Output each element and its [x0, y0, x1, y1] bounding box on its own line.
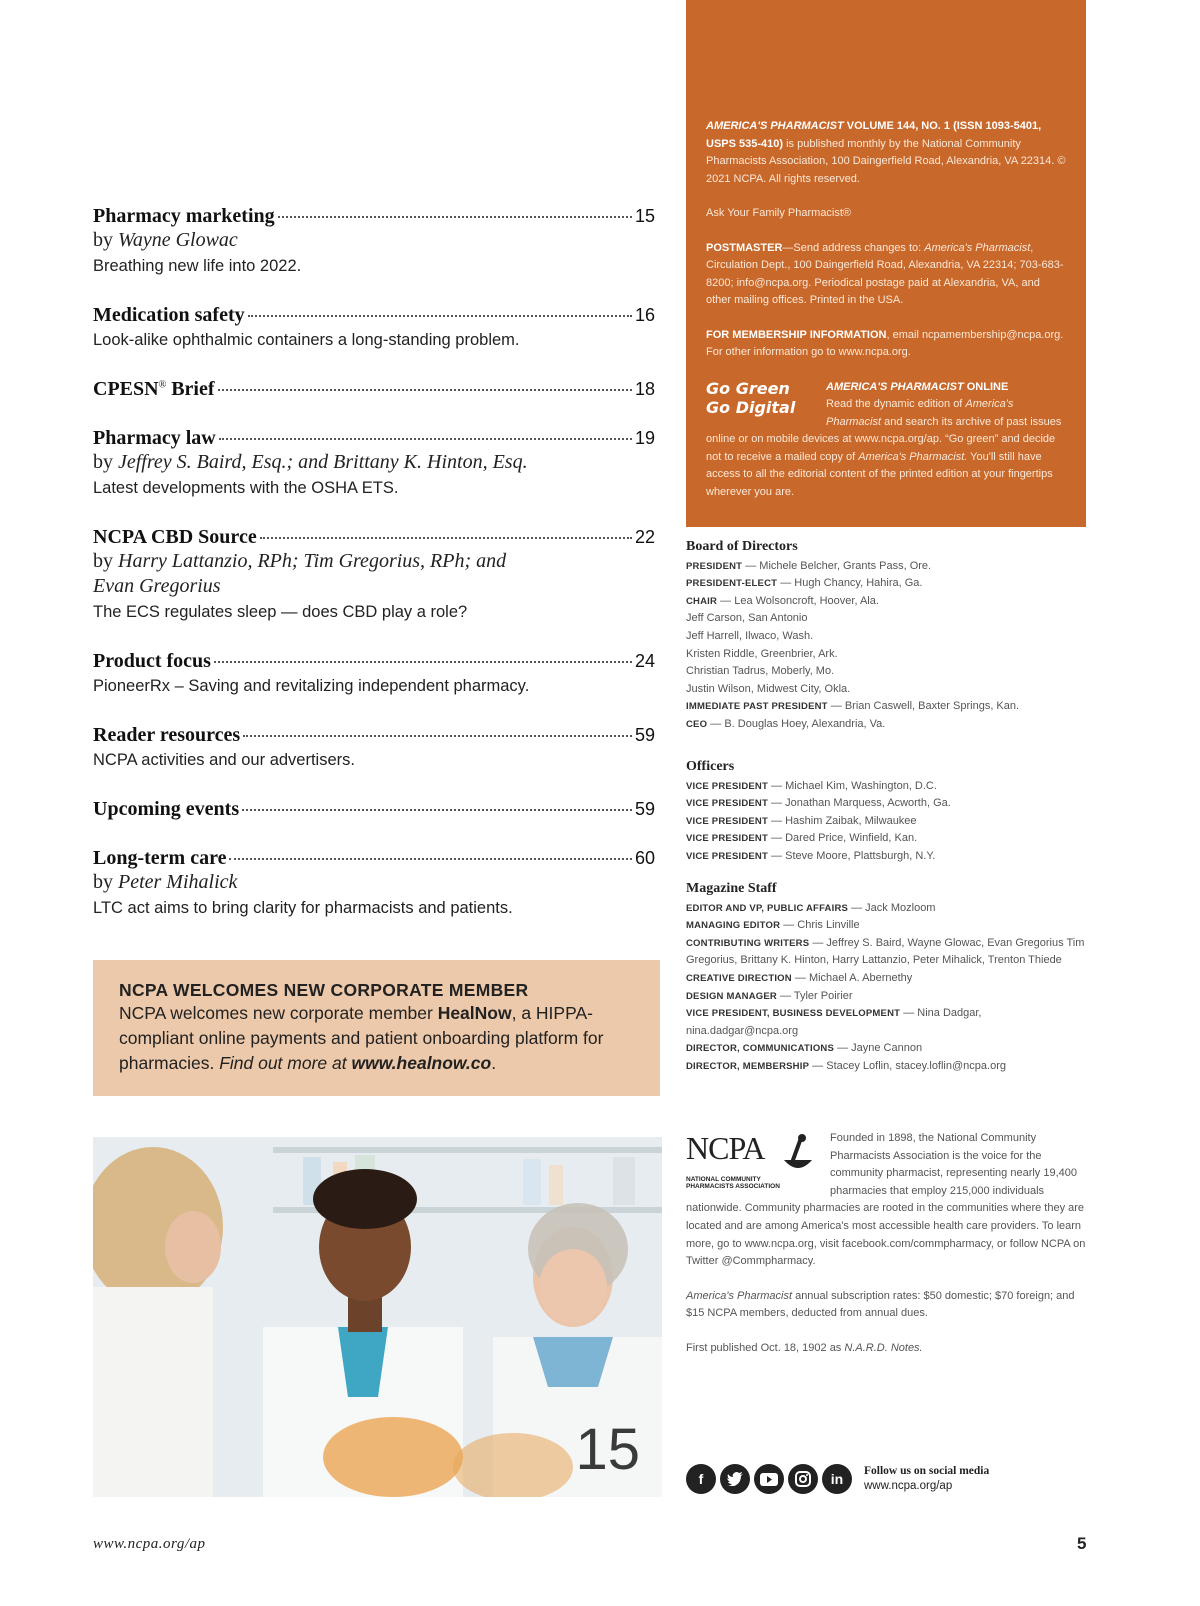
toc-description: Latest developments with the OSHA ETS. [93, 479, 399, 497]
toc-description: Look-alike ophthalmic containers a long-standing problem. [93, 331, 520, 349]
toc-entry[interactable] [93, 205, 655, 278]
toc-byline: by Wayne Glowac [93, 229, 238, 251]
membership-info: FOR MEMBERSHIP INFORMATION, email ncpamembership@ncpa.org. For other information go to www.ncpa.org. [706, 328, 1064, 358]
staff-row: PRESIDENT-ELECT — Hugh Chancy, Hahira, Ga. [686, 577, 923, 590]
staff-row: CEO — B. Douglas Hoey, Alexandria, Va. [686, 717, 886, 730]
toc-byline: by Harry Lattanzio, RPh; Tim Gregorius, RPh; and Evan Gregorius [93, 550, 507, 597]
publication-statement: AMERICA'S PHARMACIST VOLUME 144, NO. 1 (ISSN 1093-5401, USPS 535-410) is published monthly by the National Community Pharmacists Association, 100 Daingerfield Road, Alexandria, VA 22314. © 2021 NCPA. All rights reserved. [706, 120, 1066, 185]
toc-title[interactable]: CPESN® Brief [93, 378, 215, 400]
callout-body: NCPA welcomes new corporate member HealNow, a HIPPA-compliant online payments and patient onboarding platform for pharmacies. Find out more at www.healnow.co. [119, 1003, 604, 1073]
staff-row: CREATIVE DIRECTION — Michael A. Abernethy [686, 971, 913, 984]
twitter-icon[interactable] [720, 1464, 750, 1494]
toc-description: LTC act aims to bring clarity for pharmacists and patients. [93, 899, 513, 917]
ncpa-logo: NCPA NATIONAL COMMUNITY PHARMACISTS ASSOCIATION [686, 1132, 824, 1190]
staff-row: VICE PRESIDENT, BUSINESS DEVELOPMENT — Nina Dadgar, nina.dadgar@ncpa.org [686, 1007, 982, 1037]
staff-row: EDITOR AND VP, PUBLIC AFFAIRS — Jack Mozloom [686, 901, 936, 914]
social-caption: Follow us on social media www.ncpa.org/ap [864, 1465, 990, 1492]
pharmacists-photo [93, 1137, 662, 1497]
instagram-icon[interactable] [788, 1464, 818, 1494]
toc-title[interactable]: NCPA CBD Source [93, 526, 257, 548]
staff-row: Kristen Riddle, Greenbrier, Ark. [686, 647, 838, 660]
go-green-go-digital-logo: Go Green Go Digital [706, 378, 796, 417]
toc-title[interactable]: Long-term care [93, 847, 227, 869]
staff-row: IMMEDIATE PAST PRESIDENT — Brian Caswell, Baxter Springs, Kan. [686, 700, 1020, 713]
facebook-icon[interactable]: f [686, 1464, 716, 1494]
healnow-link[interactable]: www.healnow.co [351, 1053, 492, 1073]
toc-page-number[interactable]: 19 [634, 428, 655, 448]
toc-title[interactable]: Pharmacy marketing [93, 205, 275, 227]
first-published: First published Oct. 18, 1902 as N.A.R.D. Notes. [686, 1341, 923, 1354]
toc-page-number[interactable]: 22 [634, 527, 655, 547]
dot-leader [243, 735, 632, 737]
toc-page-number[interactable]: 59 [634, 799, 655, 819]
mortar-pestle-icon [778, 1132, 818, 1182]
dot-leader [242, 809, 632, 811]
section-heading: Board of Directors [686, 539, 798, 554]
toc-page-number[interactable]: 59 [634, 725, 655, 745]
board-of-directors [686, 538, 1086, 734]
dot-leader [229, 858, 632, 860]
footer-page-number: 5 [1077, 1534, 1087, 1553]
staff-row: VICE PRESIDENT — Michael Kim, Washington, D.C. [686, 779, 937, 792]
staff-row: MANAGING EDITOR — Chris Linville [686, 919, 860, 932]
corporate-member-callout [93, 960, 660, 1096]
toc-byline: by Peter Mihalick [93, 871, 238, 893]
toc-entry[interactable] [93, 427, 655, 500]
toc-page-number[interactable]: 60 [634, 848, 655, 868]
table-of-contents [93, 205, 655, 946]
toc-entry[interactable] [93, 724, 655, 772]
staff-row: Christian Tadrus, Moberly, Mo. [686, 665, 835, 678]
toc-description: PioneerRx – Saving and revitalizing independent pharmacy. [93, 677, 530, 695]
dot-leader [214, 661, 632, 663]
footer-url[interactable]: www.ncpa.org/ap [93, 1536, 206, 1552]
toc-title[interactable]: Pharmacy law [93, 427, 216, 449]
toc-page-number[interactable]: 15 [634, 206, 655, 226]
postmaster-info: POSTMASTER—Send address changes to: America's Pharmacist, Circulation Dept., 100 Daingerfield Road, Alexandria, VA 22314; 703-683-8200; info@ncpa.org. Periodical postage paid at Alexandria, VA, and other mailing offices. Printed in the USA. [706, 241, 1064, 306]
staff-row: VICE PRESIDENT — Steve Moore, Plattsburgh, N.Y. [686, 849, 936, 862]
dot-leader [260, 537, 632, 539]
staff-row: VICE PRESIDENT — Jonathan Marquess, Acworth, Ga. [686, 797, 951, 810]
toc-description: NCPA activities and our advertisers. [93, 751, 355, 769]
staff-row: Jeff Harrell, Ilwaco, Wash. [686, 629, 814, 642]
toc-title[interactable]: Upcoming events [93, 798, 240, 820]
staff-row: CHAIR — Lea Wolsoncroft, Hoover, Ala. [686, 594, 879, 607]
section-heading: Magazine Staff [686, 881, 777, 896]
social-url[interactable]: www.ncpa.org/ap [864, 1480, 953, 1492]
staff-row: PRESIDENT — Michele Belcher, Grants Pass, Ore. [686, 559, 932, 572]
toc-page-number[interactable]: 16 [634, 305, 655, 325]
youtube-icon[interactable] [754, 1464, 784, 1494]
toc-title[interactable]: Reader resources [93, 724, 241, 746]
about-text: Founded in 1898, the National Community Pharmacists Association is the voice for the community pharmacist, representing nearly 19,400 pharmacies that employ 215,000 individuals nationwide. Community pharmacies are rooted in the communities where they are located and are among America's most accessible health care providers. To learn more, go to www.ncpa.org, visit facebook.com/commpharmacy, or follow NCPA on Twitter @Commpharmacy. [686, 1132, 1086, 1268]
toc-description: The ECS regulates sleep — does CBD play a role? [93, 603, 468, 621]
toc-title[interactable]: Medication safety [93, 304, 245, 326]
toc-byline: by Jeffrey S. Baird, Esq.; and Brittany K. Hinton, Esq. [93, 451, 528, 473]
online-edition-info: Go Green Go Digital AMERICA'S PHARMACIST ONLINE Read the dynamic edition of America's Pharmacist and search its archive of past issues online or on mobile devices at www.ncpa.org/ap. “Go green” and decide not to receive a mailed copy of America's Pharmacist. You'll still have access to all the editorial content of the printed edition at your fingertips wherever you are. [706, 378, 1062, 498]
toc-entry[interactable] [93, 650, 655, 698]
staff-row: DIRECTOR, COMMUNICATIONS — Jayne Cannon [686, 1042, 923, 1055]
about-ncpa [686, 1130, 1088, 1375]
social-media-bar [686, 1464, 989, 1494]
publication-info-box [686, 0, 1086, 527]
subscription-rates: America's Pharmacist annual subscription rates: $50 domestic; $70 foreign; and $15 NCPA members, deducted from annual dues. [686, 1289, 1075, 1320]
officers [686, 758, 1086, 866]
linkedin-icon[interactable]: in [822, 1464, 852, 1494]
dot-leader [248, 315, 632, 317]
toc-entry[interactable] [93, 378, 655, 401]
staff-row: VICE PRESIDENT — Hashim Zaibak, Milwaukee [686, 814, 917, 827]
staff-row: CONTRIBUTING WRITERS — Jeffrey S. Baird, Wayne Glowac, Evan Gregorius Tim Gregorius, Brittany K. Hinton, Harry Lattanzio, Peter Mihalick, Trenton Thiede [686, 936, 1085, 967]
callout-heading: NCPA WELCOMES NEW CORPORATE MEMBER [119, 980, 529, 1000]
toc-entry[interactable] [93, 798, 655, 821]
dot-leader [278, 216, 632, 218]
toc-entry[interactable] [93, 304, 655, 352]
toc-entry[interactable] [93, 847, 655, 920]
section-heading: Officers [686, 759, 735, 774]
staff-row: Jeff Carson, San Antonio [686, 612, 808, 625]
toc-page-number[interactable]: 18 [634, 379, 655, 399]
photo-page-number: 15 [575, 1417, 640, 1482]
toc-page-number[interactable]: 24 [634, 651, 655, 671]
staff-row: Justin Wilson, Midwest City, Okla. [686, 682, 851, 695]
magazine-staff [686, 880, 1086, 1076]
staff-row: VICE PRESIDENT — Dared Price, Winfield, Kan. [686, 832, 918, 845]
tagline: Ask Your Family Pharmacist® [706, 207, 852, 219]
dot-leader [219, 438, 632, 440]
toc-entry[interactable] [93, 526, 655, 624]
dot-leader [218, 389, 632, 391]
staff-row: DESIGN MANAGER — Tyler Poirier [686, 989, 853, 1002]
staff-row: DIRECTOR, MEMBERSHIP — Stacey Loflin, stacey.loflin@ncpa.org [686, 1059, 1006, 1072]
toc-title[interactable]: Product focus [93, 650, 211, 672]
toc-description: Breathing new life into 2022. [93, 257, 302, 275]
